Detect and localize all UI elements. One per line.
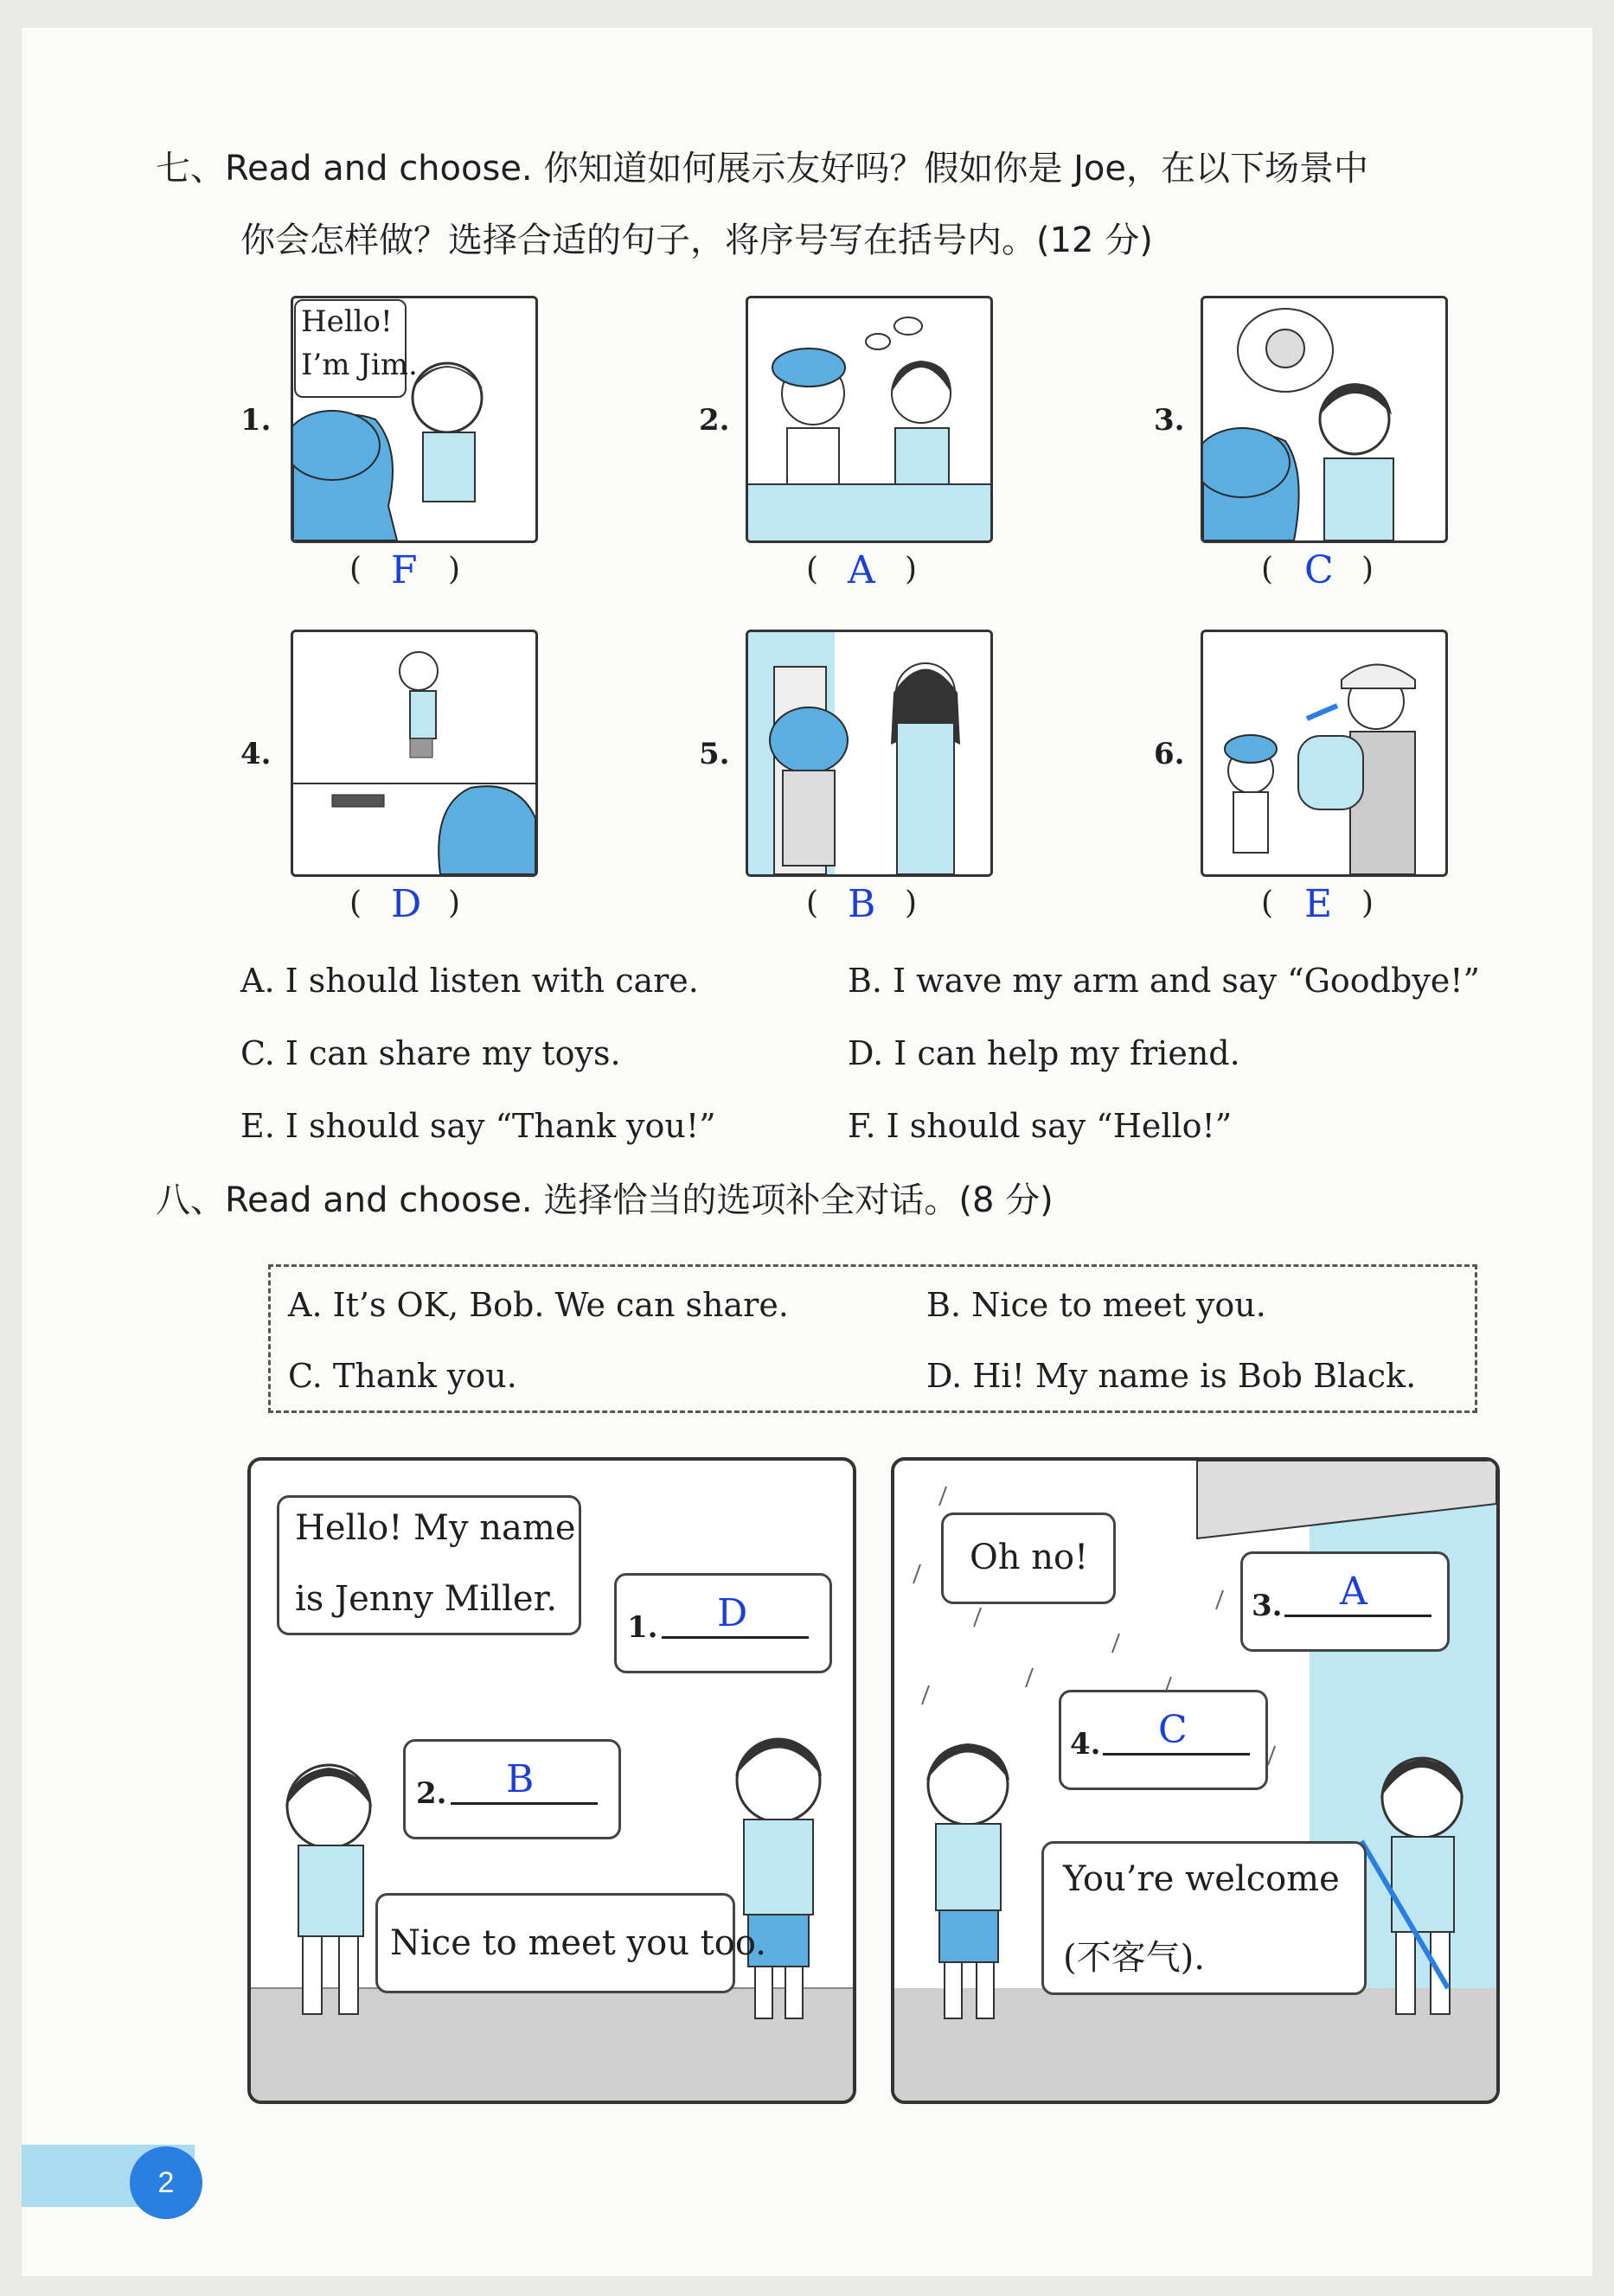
picture-5 xyxy=(746,630,993,877)
thank-policeman-scene-illustration xyxy=(1203,632,1445,874)
answer-q4: C xyxy=(1158,1708,1188,1752)
item-number: 2. xyxy=(699,403,730,438)
answer-parens: ( xyxy=(806,552,819,587)
answer-parens: ( xyxy=(806,886,819,921)
crying-boy-scene-illustration xyxy=(1203,298,1445,540)
answer-parens: ( xyxy=(349,886,362,921)
jenny-line: is Jenny Miller. xyxy=(295,1579,558,1619)
welcome-line: (不客气). xyxy=(1063,1938,1205,1978)
answer-parens: ( xyxy=(1261,552,1274,587)
answer-2: A xyxy=(848,548,875,592)
picture-2 xyxy=(746,296,993,543)
answer-parens: ( xyxy=(1261,886,1274,921)
section7-heading-line2: 你会怎样做？选择合适的句子，将序号写在括号内。(12 分) xyxy=(240,221,1153,260)
answer-4: D xyxy=(391,882,422,926)
speech-bubble-q3 xyxy=(1240,1551,1450,1652)
answer-parens: ) xyxy=(448,552,461,587)
option-b: B. Nice to meet you. xyxy=(926,1286,1266,1324)
comic-panel-right xyxy=(891,1457,1500,2104)
answer-1: F xyxy=(391,548,418,592)
question-number: 1. xyxy=(627,1610,658,1645)
answer-6: E xyxy=(1304,882,1333,926)
option-a: A. I should listen with care. xyxy=(240,962,699,1000)
page-number: 2 xyxy=(157,2166,175,2199)
bubble-text: I’m Jim. xyxy=(301,348,418,382)
item-number: 5. xyxy=(699,737,730,771)
answer-parens: ( xyxy=(349,552,362,587)
speech-bubble-q2 xyxy=(403,1739,621,1839)
answer-q3: A xyxy=(1340,1570,1367,1614)
speech-bubble xyxy=(294,299,418,398)
option-d: D. Hi! My name is Bob Black. xyxy=(926,1357,1417,1395)
speech-bubble-welcome xyxy=(1041,1841,1367,1995)
speech-bubble-jenny xyxy=(277,1495,581,1635)
answer-parens: ) xyxy=(905,886,918,921)
option-d: D. I can help my friend. xyxy=(848,1034,1240,1072)
oh-no-line: Oh no! xyxy=(970,1538,1089,1577)
item-number: 3. xyxy=(1154,403,1185,438)
answer-q2: B xyxy=(506,1757,535,1801)
fallen-friend-scene-illustration xyxy=(293,632,535,874)
answer-q1: D xyxy=(717,1591,748,1635)
picture-6 xyxy=(1201,630,1448,877)
question-number: 2. xyxy=(416,1776,447,1811)
bubble-text: Hello! xyxy=(301,304,393,339)
option-f: F. I should say “Hello!” xyxy=(848,1107,1233,1145)
option-b: B. I wave my arm and say “Goodbye!” xyxy=(848,962,1480,1000)
answer-parens: ) xyxy=(1361,552,1374,587)
answer-3: C xyxy=(1304,548,1334,592)
option-e: E. I should say “Thank you!” xyxy=(240,1107,716,1145)
option-c: C. Thank you. xyxy=(288,1357,517,1395)
jenny-line: Hello! My name xyxy=(295,1508,576,1548)
speech-bubble-q4 xyxy=(1059,1690,1268,1790)
speech-bubble-oh-no xyxy=(941,1513,1116,1604)
goodbye-teacher-scene-illustration xyxy=(748,632,990,874)
option-a: A. It’s OK, Bob. We can share. xyxy=(288,1286,789,1324)
answer-parens: ) xyxy=(448,886,461,921)
answer-parens: ) xyxy=(905,552,918,587)
page-number-badge xyxy=(130,2146,202,2219)
speech-bubble-q1 xyxy=(614,1573,832,1673)
section7-heading: 七、Read and choose. 你知道如何展示友好吗？假如你是 Joe，在以下场景中 xyxy=(156,149,1368,189)
welcome-line: You’re welcome xyxy=(1063,1859,1340,1899)
bob-line: Nice to meet you too. xyxy=(390,1923,766,1963)
question-number: 3. xyxy=(1252,1589,1283,1623)
answer-parens: ) xyxy=(1361,886,1374,921)
options-box xyxy=(268,1264,1477,1413)
picture-3 xyxy=(1201,296,1448,543)
listening-scene-illustration xyxy=(748,298,990,540)
item-number: 1. xyxy=(240,403,272,438)
item-number: 4. xyxy=(240,737,272,771)
question-number: 4. xyxy=(1070,1727,1101,1762)
item-number: 6. xyxy=(1154,737,1185,771)
speech-bubble-bob xyxy=(375,1893,766,1993)
picture-4 xyxy=(291,630,538,877)
answer-5: B xyxy=(848,882,876,926)
section8-heading: 八、Read and choose. 选择恰当的选项补全对话。(8 分) xyxy=(156,1180,1054,1220)
comic-panel-left xyxy=(247,1457,856,2104)
option-c: C. I can share my toys. xyxy=(240,1034,621,1072)
